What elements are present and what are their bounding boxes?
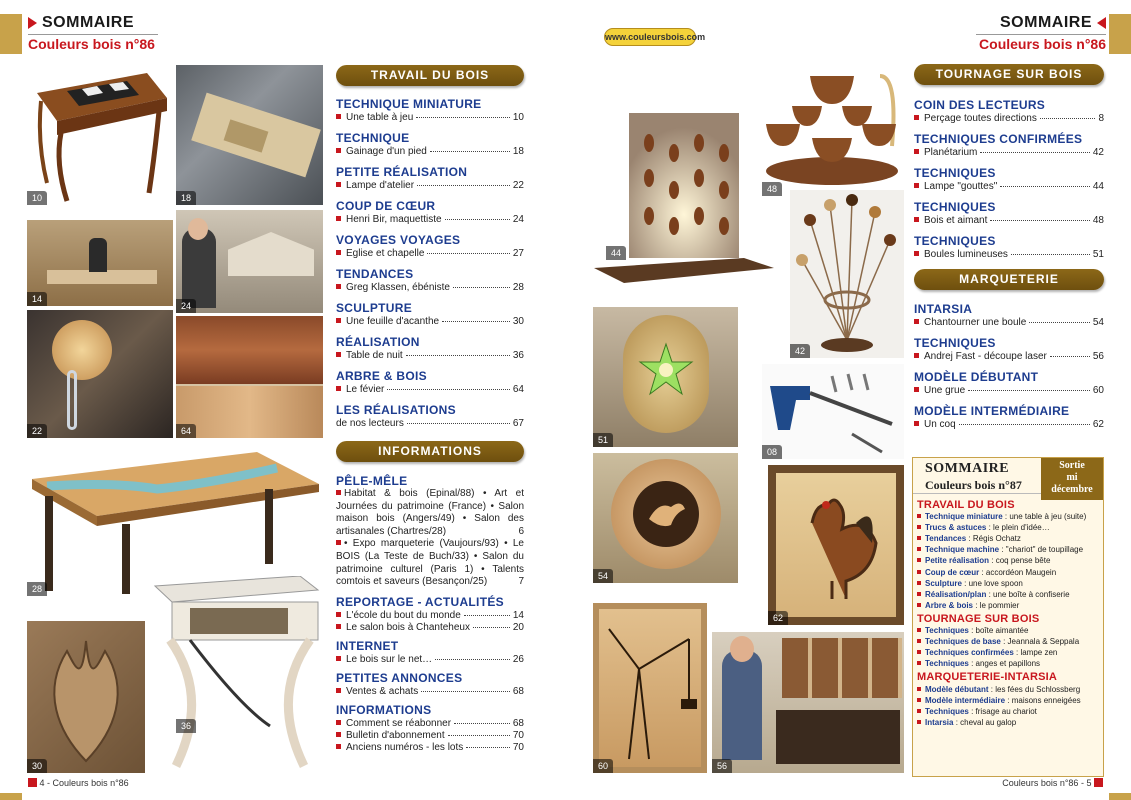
next-item: Modèle intermédiaire : maisons enneigées	[917, 695, 1099, 706]
photo-wood-slab	[176, 316, 323, 438]
toc-heading: TECHNIQUE	[336, 131, 410, 145]
toc-entry[interactable]	[914, 404, 1104, 430]
bullet-icon	[917, 628, 921, 632]
toc-entry[interactable]	[336, 165, 524, 191]
bullet-icon	[917, 709, 921, 713]
photo-number: 36	[176, 719, 196, 733]
toc-heading: TECHNIQUE MINIATURE	[336, 97, 482, 111]
toc-heading: TECHNIQUES	[914, 200, 996, 214]
bullet-icon	[336, 612, 341, 617]
page-marker-icon	[28, 778, 37, 787]
right-issue: Couleurs bois n°86	[979, 36, 1106, 52]
next-item-key: Arbre & bois	[925, 600, 974, 610]
toc-page: 70	[512, 741, 524, 753]
bullet-icon	[917, 720, 921, 724]
toc-page: 62	[1092, 419, 1104, 430]
next-item: Coup de cœur : accordéon Maugein	[917, 567, 1099, 578]
toc-title: Ventes & achats	[346, 685, 419, 697]
photo-crane-marquetry	[593, 603, 707, 773]
bowls-illustration	[762, 66, 904, 196]
toc-page: 6	[518, 525, 524, 537]
next-item-value: accordéon Maugein	[985, 567, 1057, 577]
next-item: Petite réalisation : coq pense bête	[917, 555, 1099, 566]
page-marker-icon	[1094, 778, 1103, 787]
toc-page: 7	[518, 576, 524, 588]
bullet-icon	[336, 216, 341, 221]
bullet-icon	[917, 547, 921, 551]
bullet-icon	[917, 558, 921, 562]
toc-heading: RÉALISATION	[336, 335, 420, 349]
bullet-icon	[336, 656, 341, 661]
photo-acanthus-carving	[27, 621, 145, 773]
next-item-value: boîte aimantée	[975, 626, 1029, 636]
bullet-icon	[914, 115, 919, 120]
bullet-icon	[336, 182, 341, 187]
next-item: Techniques : boîte aimantée	[917, 625, 1099, 636]
tournage-toc	[914, 98, 1104, 268]
toc-heading: MODÈLE DÉBUTANT	[914, 370, 1039, 384]
next-issue-header	[913, 458, 1103, 494]
toc-page: 64	[512, 384, 524, 395]
next-item: Sculpture : une love spoon	[917, 578, 1099, 589]
right-header-rule	[976, 34, 1106, 35]
toc-page: 27	[512, 248, 524, 259]
arrow-left-icon	[1097, 17, 1106, 29]
photo-number: 64	[176, 424, 196, 438]
section-tournage-sur-bois: TOURNAGE SUR BOIS	[914, 64, 1104, 85]
toc-entry[interactable]	[914, 302, 1104, 328]
next-item-value: coq pense bête	[995, 556, 1051, 566]
toc-title: Une grue	[924, 385, 966, 396]
toc-heading: TECHNIQUES CONFIRMÉES	[914, 132, 1083, 146]
next-section-heading: TOURNAGE SUR BOIS	[917, 612, 1040, 625]
left-header-title	[28, 14, 158, 32]
next-section-heading: TRAVAIL DU BOIS	[917, 499, 1015, 511]
next-issue-title: SOMMAIRE	[925, 461, 1010, 476]
toc-heading: INTARSIA	[914, 302, 973, 316]
photo-drop-lamp	[594, 108, 774, 288]
bullet-icon	[914, 353, 919, 358]
photo-number: 22	[27, 424, 47, 438]
toc-heading: COUP DE CŒUR	[336, 199, 436, 213]
photo-river-table	[27, 444, 323, 596]
bullet-icon	[336, 540, 341, 545]
bullet-icon	[917, 525, 921, 529]
drop-lamp-illustration	[594, 108, 774, 288]
bullet-icon	[914, 251, 919, 256]
next-issue-body	[913, 494, 1103, 728]
toc-entry[interactable]	[914, 132, 1104, 158]
toc-entry[interactable]	[336, 369, 524, 395]
toc-entry[interactable]	[336, 97, 524, 123]
toc-entry[interactable]	[914, 336, 1104, 362]
photo-number: 28	[27, 582, 47, 596]
left-issue: Couleurs bois n°86	[28, 36, 155, 52]
photo-number: 51	[593, 433, 613, 447]
next-item-key: Modèle débutant	[925, 684, 989, 694]
photo-model-maker	[176, 210, 323, 313]
bullet-icon	[336, 318, 341, 323]
next-item-key: Coup de cœur	[925, 567, 980, 577]
next-item-value: lampe zen	[1020, 648, 1058, 658]
photo-number: 56	[712, 759, 732, 773]
toc-entry[interactable]	[336, 335, 524, 361]
toc-heading: REPORTAGE - ACTUALITÉS	[336, 594, 504, 609]
next-item-key: Techniques confirmées	[925, 648, 1014, 658]
photo-bowls	[762, 66, 904, 196]
left-bottom-bar	[0, 793, 22, 800]
toc-title: Une feuille d'acanthe	[346, 316, 440, 327]
next-item-key: Technique machine	[925, 545, 1000, 555]
toc-title: Une table à jeu	[346, 112, 414, 123]
toc-page: 20	[512, 621, 524, 633]
bullet-icon	[914, 183, 919, 188]
toc-page: 51	[1092, 249, 1104, 260]
toc-title: Un coq	[924, 419, 956, 430]
next-item: Trucs & astuces : le plein d'idée…	[917, 522, 1099, 533]
photo-carved-ball	[593, 453, 738, 583]
rooster-illustration	[776, 473, 896, 617]
left-header	[28, 14, 158, 52]
planetarium-illustration	[790, 190, 904, 358]
toc-title: Andrej Fast - découpe laser	[924, 351, 1047, 362]
bullet-icon	[336, 386, 341, 391]
bullet-icon	[917, 581, 921, 585]
next-item-key: Tendances	[925, 534, 967, 544]
bullet-icon	[914, 387, 919, 392]
photo-rooster-marquetry	[768, 465, 904, 625]
toc-entry[interactable]	[336, 703, 524, 753]
next-item-value: anges et papillons	[975, 659, 1041, 669]
toc-title: Anciens numéros - les lots	[346, 741, 464, 753]
toc-heading: SCULPTURE	[336, 301, 413, 315]
toc-page: 24	[512, 214, 524, 225]
photo-number: 08	[762, 445, 782, 459]
photo-number: 30	[27, 759, 47, 773]
crane-illustration	[599, 609, 701, 767]
left-footer	[28, 778, 129, 788]
toc-entry[interactable]	[914, 370, 1104, 396]
bullet-icon	[917, 661, 921, 665]
toc-title: de nos lecteurs	[336, 418, 404, 429]
toc-heading: INTERNET	[336, 638, 399, 653]
toc-page: 28	[512, 282, 524, 293]
bullet-icon	[336, 250, 341, 255]
right-page-number: 5	[1086, 778, 1092, 788]
acanthus-leaf-illustration	[27, 621, 145, 773]
bullet-icon	[336, 148, 341, 153]
bullet-icon	[917, 592, 921, 596]
next-item-key: Techniques	[925, 706, 969, 716]
next-item: Techniques confirmées : lampe zen	[917, 647, 1099, 658]
photo-game-table	[27, 63, 173, 205]
toc-heading: TECHNIQUES	[914, 234, 996, 248]
toc-title: Henri Bir, maquettiste	[346, 214, 442, 225]
toc-heading: PETITE RÉALISATION	[336, 165, 468, 179]
next-item-value: les fées du Schlossberg	[995, 684, 1081, 694]
release-line: décembre	[1051, 484, 1093, 495]
toc-page: 42	[1092, 147, 1104, 158]
photo-planetarium	[790, 190, 904, 358]
toc-heading: TECHNIQUES	[914, 336, 996, 350]
photo-number: 62	[768, 611, 788, 625]
toc-page: 54	[1092, 317, 1104, 328]
toc-page: 44	[1092, 181, 1104, 192]
toc-entry[interactable]	[336, 671, 524, 697]
toc-title: Le févier	[346, 384, 385, 395]
next-item: Techniques : anges et papillons	[917, 658, 1099, 669]
toc-page: 30	[512, 316, 524, 327]
pele-mele-paragraph-2	[336, 538, 524, 588]
next-item-key: Techniques	[925, 626, 969, 636]
photo-laser-artist	[712, 632, 904, 773]
left-footer-text: - Couleurs bois n°86	[47, 778, 129, 788]
toc-page: 10	[512, 112, 524, 123]
next-item-value: le plein d'idée…	[993, 523, 1050, 533]
section-informations: INFORMATIONS	[336, 441, 524, 462]
next-item-value: cheval au galop	[960, 717, 1017, 727]
section-travail-du-bois: TRAVAIL DU BOIS	[336, 65, 524, 86]
marqueterie-toc	[914, 302, 1104, 438]
toc-title: Lampe d'atelier	[346, 180, 415, 191]
bullet-icon	[917, 536, 921, 540]
next-item-value: "chariot" de toupillage	[1005, 545, 1084, 555]
right-title-text: SOMMAIRE	[1000, 14, 1092, 31]
next-issue-box	[912, 457, 1104, 777]
toc-heading: PETITES ANNONCES	[336, 670, 463, 685]
photo-lit-sphere	[593, 307, 738, 447]
bullet-icon	[914, 217, 919, 222]
toc-page: 68	[512, 685, 524, 697]
bird-cutout-icon	[641, 489, 691, 539]
toc-entry[interactable]	[336, 301, 524, 327]
toc-page: 14	[512, 609, 524, 621]
next-item-key: Intarsia	[925, 717, 954, 727]
toc-heading: COIN DES LECTEURS	[914, 98, 1046, 112]
toc-heading: TENDANCES	[336, 267, 414, 281]
toc-title: Greg Klassen, ébéniste	[346, 282, 450, 293]
photo-number: 60	[593, 759, 613, 773]
bullet-icon	[917, 603, 921, 607]
next-item-key: Techniques de base	[925, 637, 1001, 647]
toc-heading: TECHNIQUES	[914, 166, 996, 180]
bullet-icon	[336, 624, 341, 629]
bullet-icon	[917, 570, 921, 574]
travail-toc	[336, 97, 524, 437]
bedside-table-illustration	[150, 576, 322, 773]
next-section-heading: MARQUETERIE-INTARSIA	[917, 671, 1058, 684]
river-table-illustration	[27, 444, 323, 596]
toc-entry[interactable]	[914, 98, 1104, 124]
photo-lathe-lamp	[27, 310, 173, 438]
toc-title: Perçage toutes directions	[924, 113, 1037, 124]
toc-page: 18	[512, 146, 524, 157]
right-footer-text: Couleurs bois n°86 -	[1002, 778, 1084, 788]
toc-page: 70	[512, 729, 524, 741]
toc-title: Boules lumineuses	[924, 249, 1008, 260]
bullet-icon	[914, 149, 919, 154]
bullet-icon	[336, 490, 341, 495]
toc-entry-pele-mele[interactable]	[336, 474, 524, 589]
toc-page: 26	[512, 653, 524, 665]
toc-title: Le salon bois à Chanteheux	[346, 621, 470, 633]
toc-heading: LES RÉALISATIONS	[336, 403, 456, 417]
toc-heading: PÊLE-MÊLE	[336, 474, 408, 488]
bullet-icon	[914, 319, 919, 324]
next-item: Technique machine : "chariot" de toupillage	[917, 544, 1099, 555]
next-item: Tendances : Régis Ochatz	[917, 533, 1099, 544]
next-item-value: le pommier	[979, 600, 1020, 610]
release-badge	[1041, 458, 1103, 500]
next-issue-number: Couleurs bois n°87	[925, 478, 1022, 492]
website-link[interactable]: www.couleursbois.com	[604, 28, 696, 46]
photo-drill-tools	[762, 364, 904, 459]
photo-table-leg	[176, 65, 323, 205]
left-page-number: 4	[39, 778, 45, 788]
toc-title: Eglise et chapelle	[346, 248, 425, 259]
toc-page: 67	[512, 418, 524, 429]
toc-page: 56	[1092, 351, 1104, 362]
next-item-key: Trucs & astuces	[925, 523, 987, 533]
next-item: Techniques de base : Jeannala & Seppala	[917, 636, 1099, 647]
next-item-key: Modèle intermédiaire	[925, 695, 1006, 705]
next-item-value: Régis Ochatz	[972, 534, 1021, 544]
next-item-value: une love spoon	[968, 578, 1023, 588]
bullet-icon	[336, 284, 341, 289]
bullet-icon	[336, 732, 341, 737]
photo-bedside-table	[150, 576, 322, 773]
bullet-icon	[336, 688, 341, 693]
toc-page: 22	[512, 180, 524, 191]
toc-heading: INFORMATIONS	[336, 702, 432, 717]
game-table-illustration	[27, 63, 173, 205]
photo-number: 54	[593, 569, 613, 583]
next-item-value: maisons enneigées	[1011, 695, 1081, 705]
photo-number: 24	[176, 299, 196, 313]
toc-entry[interactable]	[336, 233, 524, 259]
toc-entry[interactable]	[914, 234, 1104, 260]
next-item-key: Sculpture	[925, 578, 962, 588]
right-header	[976, 14, 1106, 52]
arrow-right-icon	[28, 17, 37, 29]
toc-title: Bulletin d'abonnement	[346, 729, 445, 741]
left-title-text: SOMMAIRE	[42, 14, 134, 31]
toc-entry[interactable]	[336, 403, 524, 429]
toc-heading: VOYAGES VOYAGES	[336, 233, 461, 247]
toc-page: 36	[512, 350, 524, 361]
right-footer	[1002, 778, 1103, 788]
release-line: Sortie	[1059, 460, 1085, 471]
drill-tools-illustration	[762, 364, 904, 459]
bullet-icon	[917, 514, 921, 518]
release-line: mi	[1066, 472, 1078, 483]
left-edge-tab	[0, 14, 22, 54]
toc-heading: MODÈLE INTERMÉDIAIRE	[914, 404, 1070, 418]
next-item-value: une boîte à confiserie	[993, 589, 1070, 599]
toc-entry[interactable]	[336, 639, 524, 665]
star-pattern-icon	[638, 342, 694, 398]
photo-number: 10	[27, 191, 47, 205]
next-item-key: Petite réalisation	[925, 556, 990, 566]
next-item: Intarsia : cheval au galop	[917, 717, 1099, 728]
right-bottom-bar	[1109, 793, 1131, 800]
toc-title: Planétarium	[924, 147, 978, 158]
photo-number: 14	[27, 292, 47, 306]
toc-page: 60	[1092, 385, 1104, 396]
next-item-value: frisage au chariot	[975, 706, 1037, 716]
toc-entry[interactable]	[336, 199, 524, 225]
next-item-value: une table à jeu (suite)	[1009, 512, 1087, 522]
toc-title: Le bois sur le net…	[346, 653, 433, 665]
next-item: Technique miniature : une table à jeu (suite)	[917, 511, 1099, 522]
toc-entry[interactable]	[336, 595, 524, 633]
next-item-key: Technique miniature	[925, 512, 1003, 522]
bullet-icon	[336, 114, 341, 119]
right-edge-tab	[1109, 14, 1131, 54]
next-item: Arbre & bois : le pommier	[917, 600, 1099, 611]
toc-title: Bois et aimant	[924, 215, 988, 226]
left-header-rule	[28, 34, 158, 35]
toc-entry[interactable]	[336, 267, 524, 293]
pele-text-1: Habitat & bois (Epinal/88) • Art et Journées du patrimoine (France) • Salon maison bois (Angers/49) • Salon des artisanales (Chartres/28)	[336, 488, 524, 537]
toc-title: Gainage d'un pied	[346, 146, 427, 157]
next-item-key: Réalisation/plan	[925, 589, 987, 599]
right-header-title	[976, 14, 1106, 32]
next-item-key: Techniques	[925, 659, 969, 669]
toc-page: 8	[1098, 113, 1104, 124]
photo-number: 48	[762, 182, 782, 196]
photo-number: 44	[606, 246, 626, 260]
pele-mele-paragraph-1	[336, 488, 524, 538]
toc-entry[interactable]	[914, 200, 1104, 226]
bullet-icon	[917, 639, 921, 643]
section-marqueterie: MARQUETERIE	[914, 269, 1104, 290]
bullet-icon	[336, 720, 341, 725]
bullet-icon	[917, 687, 921, 691]
toc-page: 68	[512, 717, 524, 729]
next-item-value: Jeannala & Seppala	[1007, 637, 1080, 647]
toc-entry[interactable]	[914, 166, 1104, 192]
toc-title: L'école du bout du monde	[346, 609, 461, 621]
next-item: Réalisation/plan : une boîte à confiserie	[917, 589, 1099, 600]
photo-number: 18	[176, 191, 196, 205]
informations-toc	[336, 474, 524, 753]
toc-title: Chantourner une boule	[924, 317, 1027, 328]
toc-title: Table de nuit	[346, 350, 403, 361]
pele-text-2: • Expo marqueterie (Vaujours/93) • Le BOIS (La Teste de Buch/33) • Salon du patrimoine culturel (Paris 1) • Talents comtois et saveurs (Besançon/25)	[336, 538, 524, 588]
next-item: Techniques : frisage au chariot	[917, 706, 1099, 717]
photo-number: 42	[790, 344, 810, 358]
next-item: Modèle débutant : les fées du Schlossberg	[917, 684, 1099, 695]
bullet-icon	[914, 421, 919, 426]
photo-workshop	[27, 220, 173, 306]
bullet-icon	[917, 698, 921, 702]
bullet-icon	[336, 352, 341, 357]
toc-page: 48	[1092, 215, 1104, 226]
toc-title: Comment se réabonner	[346, 717, 452, 729]
bullet-icon	[917, 650, 921, 654]
bullet-icon	[336, 744, 341, 749]
toc-entry[interactable]	[336, 131, 524, 157]
toc-heading: ARBRE & BOIS	[336, 369, 427, 383]
toc-title: Lampe "gouttes"	[924, 181, 998, 192]
